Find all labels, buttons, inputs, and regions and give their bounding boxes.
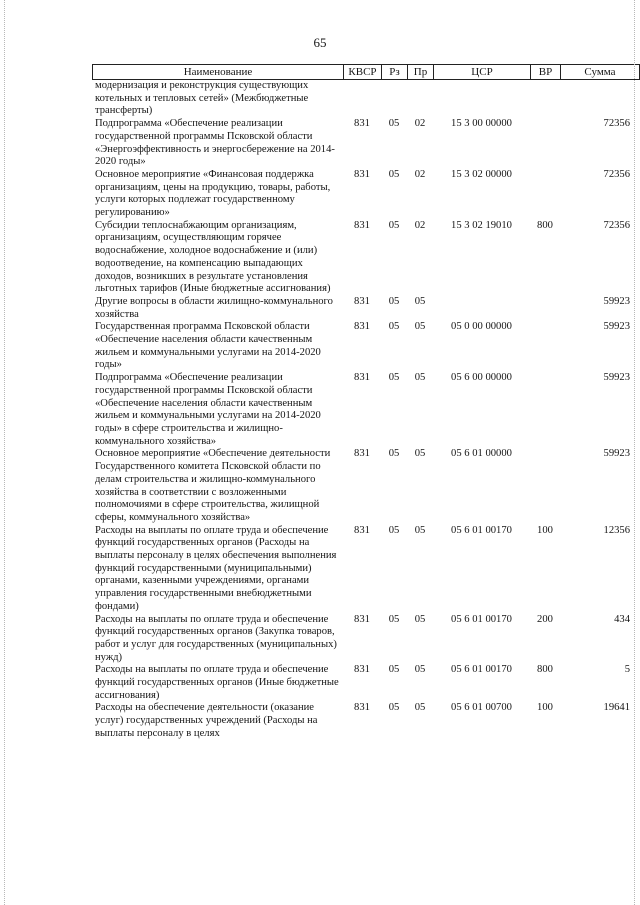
row-vr: 100	[537, 524, 553, 536]
table-row	[92, 448, 640, 524]
row-csr: 15 3 02 19010	[451, 219, 512, 231]
row-rz: 05	[388, 321, 400, 333]
table-row	[92, 118, 640, 169]
row-sum: 19641	[603, 702, 630, 714]
table-row	[92, 614, 640, 665]
row-name: Расходы на выплаты по оплате труда и обеспечение функций государственных органов (Иные бюджетные ассигнования)	[95, 664, 339, 701]
row-vr: 100	[537, 702, 553, 714]
row-vr: 200	[537, 613, 553, 625]
row-csr: 05 6 01 00700	[451, 702, 512, 714]
row-vr	[530, 372, 560, 448]
row-sum: 59923	[603, 448, 630, 460]
row-name: Расходы на выплаты по оплате труда и обеспечение функций государственных органов (Расходы на выплаты персоналу в целях обеспечения выполнения функций государственными (муниципальными) органами, казенными учреждениями, органами управления государственными внебюджетными фондами)	[95, 524, 337, 612]
row-vr	[530, 118, 560, 169]
row-kvsr: 831	[354, 524, 370, 536]
row-csr: 05 6 01 00000	[451, 448, 512, 460]
row-kvsr: 831	[354, 219, 370, 231]
row-csr: 15 3 00 00000	[451, 118, 512, 130]
header-vr: ВР	[530, 65, 560, 79]
row-name: Расходы на обеспечение деятельности (оказание услуг) государственных учреждений (Расходы на выплаты персоналу в целях	[95, 702, 318, 739]
row-vr	[530, 296, 560, 321]
row-name: Субсидии теплоснабжающим организациям, организациям, осуществляющим горячее водоснабжение, холодное водоснабжение и (или) водоотведение, на компенсацию выпадающих доходов, возникших в результате установления льготных тарифов (Иные бюджетные ассигнования)	[95, 219, 331, 295]
row-vr	[530, 169, 560, 220]
row-pr: 02	[414, 219, 426, 231]
row-rz: 05	[388, 448, 400, 460]
row-vr: 800	[537, 219, 553, 231]
row-rz: 05	[388, 372, 400, 384]
table-row	[92, 80, 640, 118]
row-kvsr: 831	[354, 168, 370, 180]
row-kvsr: 831	[354, 702, 370, 714]
row-kvsr: 831	[354, 613, 370, 625]
row-sum: 5	[624, 664, 630, 676]
row-pr	[407, 80, 433, 118]
row-vr	[530, 321, 560, 372]
row-rz: 05	[388, 524, 400, 536]
header-sum: Сумма	[560, 65, 640, 79]
row-kvsr	[343, 80, 381, 118]
table-row	[92, 169, 640, 220]
row-rz: 05	[388, 168, 400, 180]
row-name: модернизация и реконструкция существующих котельных и тепловых сетей» (Межбюджетные трансферты)	[95, 80, 309, 117]
row-pr: 05	[414, 702, 426, 714]
row-csr: 05 6 01 00170	[451, 524, 512, 536]
row-pr: 05	[414, 613, 426, 625]
row-pr: 05	[414, 664, 426, 676]
row-kvsr: 831	[354, 118, 370, 130]
header-pr: Пр	[407, 65, 433, 79]
row-sum: 72356	[603, 168, 630, 180]
row-csr: 05 6 01 00170	[451, 664, 512, 676]
row-sum: 59923	[603, 295, 630, 307]
row-sum	[560, 80, 640, 118]
table-row	[92, 525, 640, 614]
header-rz: Рз	[381, 65, 407, 79]
row-kvsr: 831	[354, 295, 370, 307]
header-csr: ЦСР	[433, 65, 530, 79]
row-vr	[530, 80, 560, 118]
row-rz: 05	[388, 219, 400, 231]
row-kvsr: 831	[354, 448, 370, 460]
row-pr: 02	[414, 168, 426, 180]
table-row	[92, 702, 640, 740]
row-pr: 02	[414, 118, 426, 130]
table-row	[92, 321, 640, 372]
table-row	[92, 372, 640, 448]
table-body	[92, 80, 640, 741]
row-csr	[433, 80, 530, 118]
scan-edge-right	[634, 0, 637, 905]
row-rz: 05	[388, 702, 400, 714]
row-pr: 05	[414, 295, 426, 307]
budget-table	[92, 64, 640, 741]
table-row	[92, 296, 640, 321]
row-sum: 59923	[603, 321, 630, 333]
row-rz	[381, 80, 407, 118]
row-csr	[433, 296, 530, 321]
row-pr: 05	[414, 448, 426, 460]
row-kvsr: 831	[354, 372, 370, 384]
row-rz: 05	[388, 118, 400, 130]
row-vr: 800	[537, 664, 553, 676]
row-name: Государственная программа Псковской области «Обеспечение населения области качественным жильем и коммунальными услугами на 2014-2020 годы»	[95, 321, 321, 371]
row-pr: 05	[414, 321, 426, 333]
header-name: Наименование	[92, 65, 343, 79]
row-csr: 05 0 00 00000	[451, 321, 512, 333]
row-name: Основное мероприятие «Финансовая поддержка организациям, цены на продукцию, товары, работы, услуги которых подлежат государственному регулированию»	[95, 168, 331, 219]
row-sum: 72356	[603, 219, 630, 231]
table-row	[92, 664, 640, 702]
row-csr: 05 6 00 00000	[451, 372, 512, 384]
row-sum: 72356	[603, 118, 630, 130]
row-pr: 05	[414, 372, 426, 384]
header-kvsr: КВСР	[343, 65, 381, 79]
row-name: Подпрограмма «Обеспечение реализации государственной программы Псковской области «Энергоэффективность и энергосбережение на 2014-2020 годы»	[95, 118, 335, 168]
row-rz: 05	[388, 613, 400, 625]
row-pr: 05	[414, 524, 426, 536]
scan-edge-left	[4, 0, 7, 905]
row-kvsr: 831	[354, 321, 370, 333]
row-name: Подпрограмма «Обеспечение реализации государственной программы Псковской области «Обеспечение населения области качественным жильем и коммунальными услугами на 2014-2020 годы» в сфере строительства и жилищно-коммунального хозяйства»	[95, 372, 321, 447]
row-name: Другие вопросы в области жилищно-коммунального хозяйства	[95, 295, 333, 320]
row-sum: 59923	[603, 372, 630, 384]
row-rz: 05	[388, 295, 400, 307]
table-header	[92, 64, 640, 80]
page-number: 65	[313, 35, 327, 50]
row-csr: 05 6 01 00170	[451, 613, 512, 625]
row-name: Основное мероприятие «Обеспечение деятельности Государственного комитета Псковской области по делам строительства и жилищно-коммунального хозяйства в соответствии с возложенными полномочиями в сфере строительства, жилищной сферы, коммунального хозяйства»	[95, 448, 331, 523]
table-row	[92, 220, 640, 296]
row-kvsr: 831	[354, 664, 370, 676]
row-rz: 05	[388, 664, 400, 676]
row-vr	[530, 448, 560, 524]
row-name: Расходы на выплаты по оплате труда и обеспечение функций государственных органов (Закупка товаров, работ и услуг для государственных (муниципальных) нужд)	[95, 613, 337, 663]
row-csr: 15 3 02 00000	[451, 168, 512, 180]
row-sum: 12356	[603, 524, 630, 536]
row-sum: 434	[614, 613, 630, 625]
